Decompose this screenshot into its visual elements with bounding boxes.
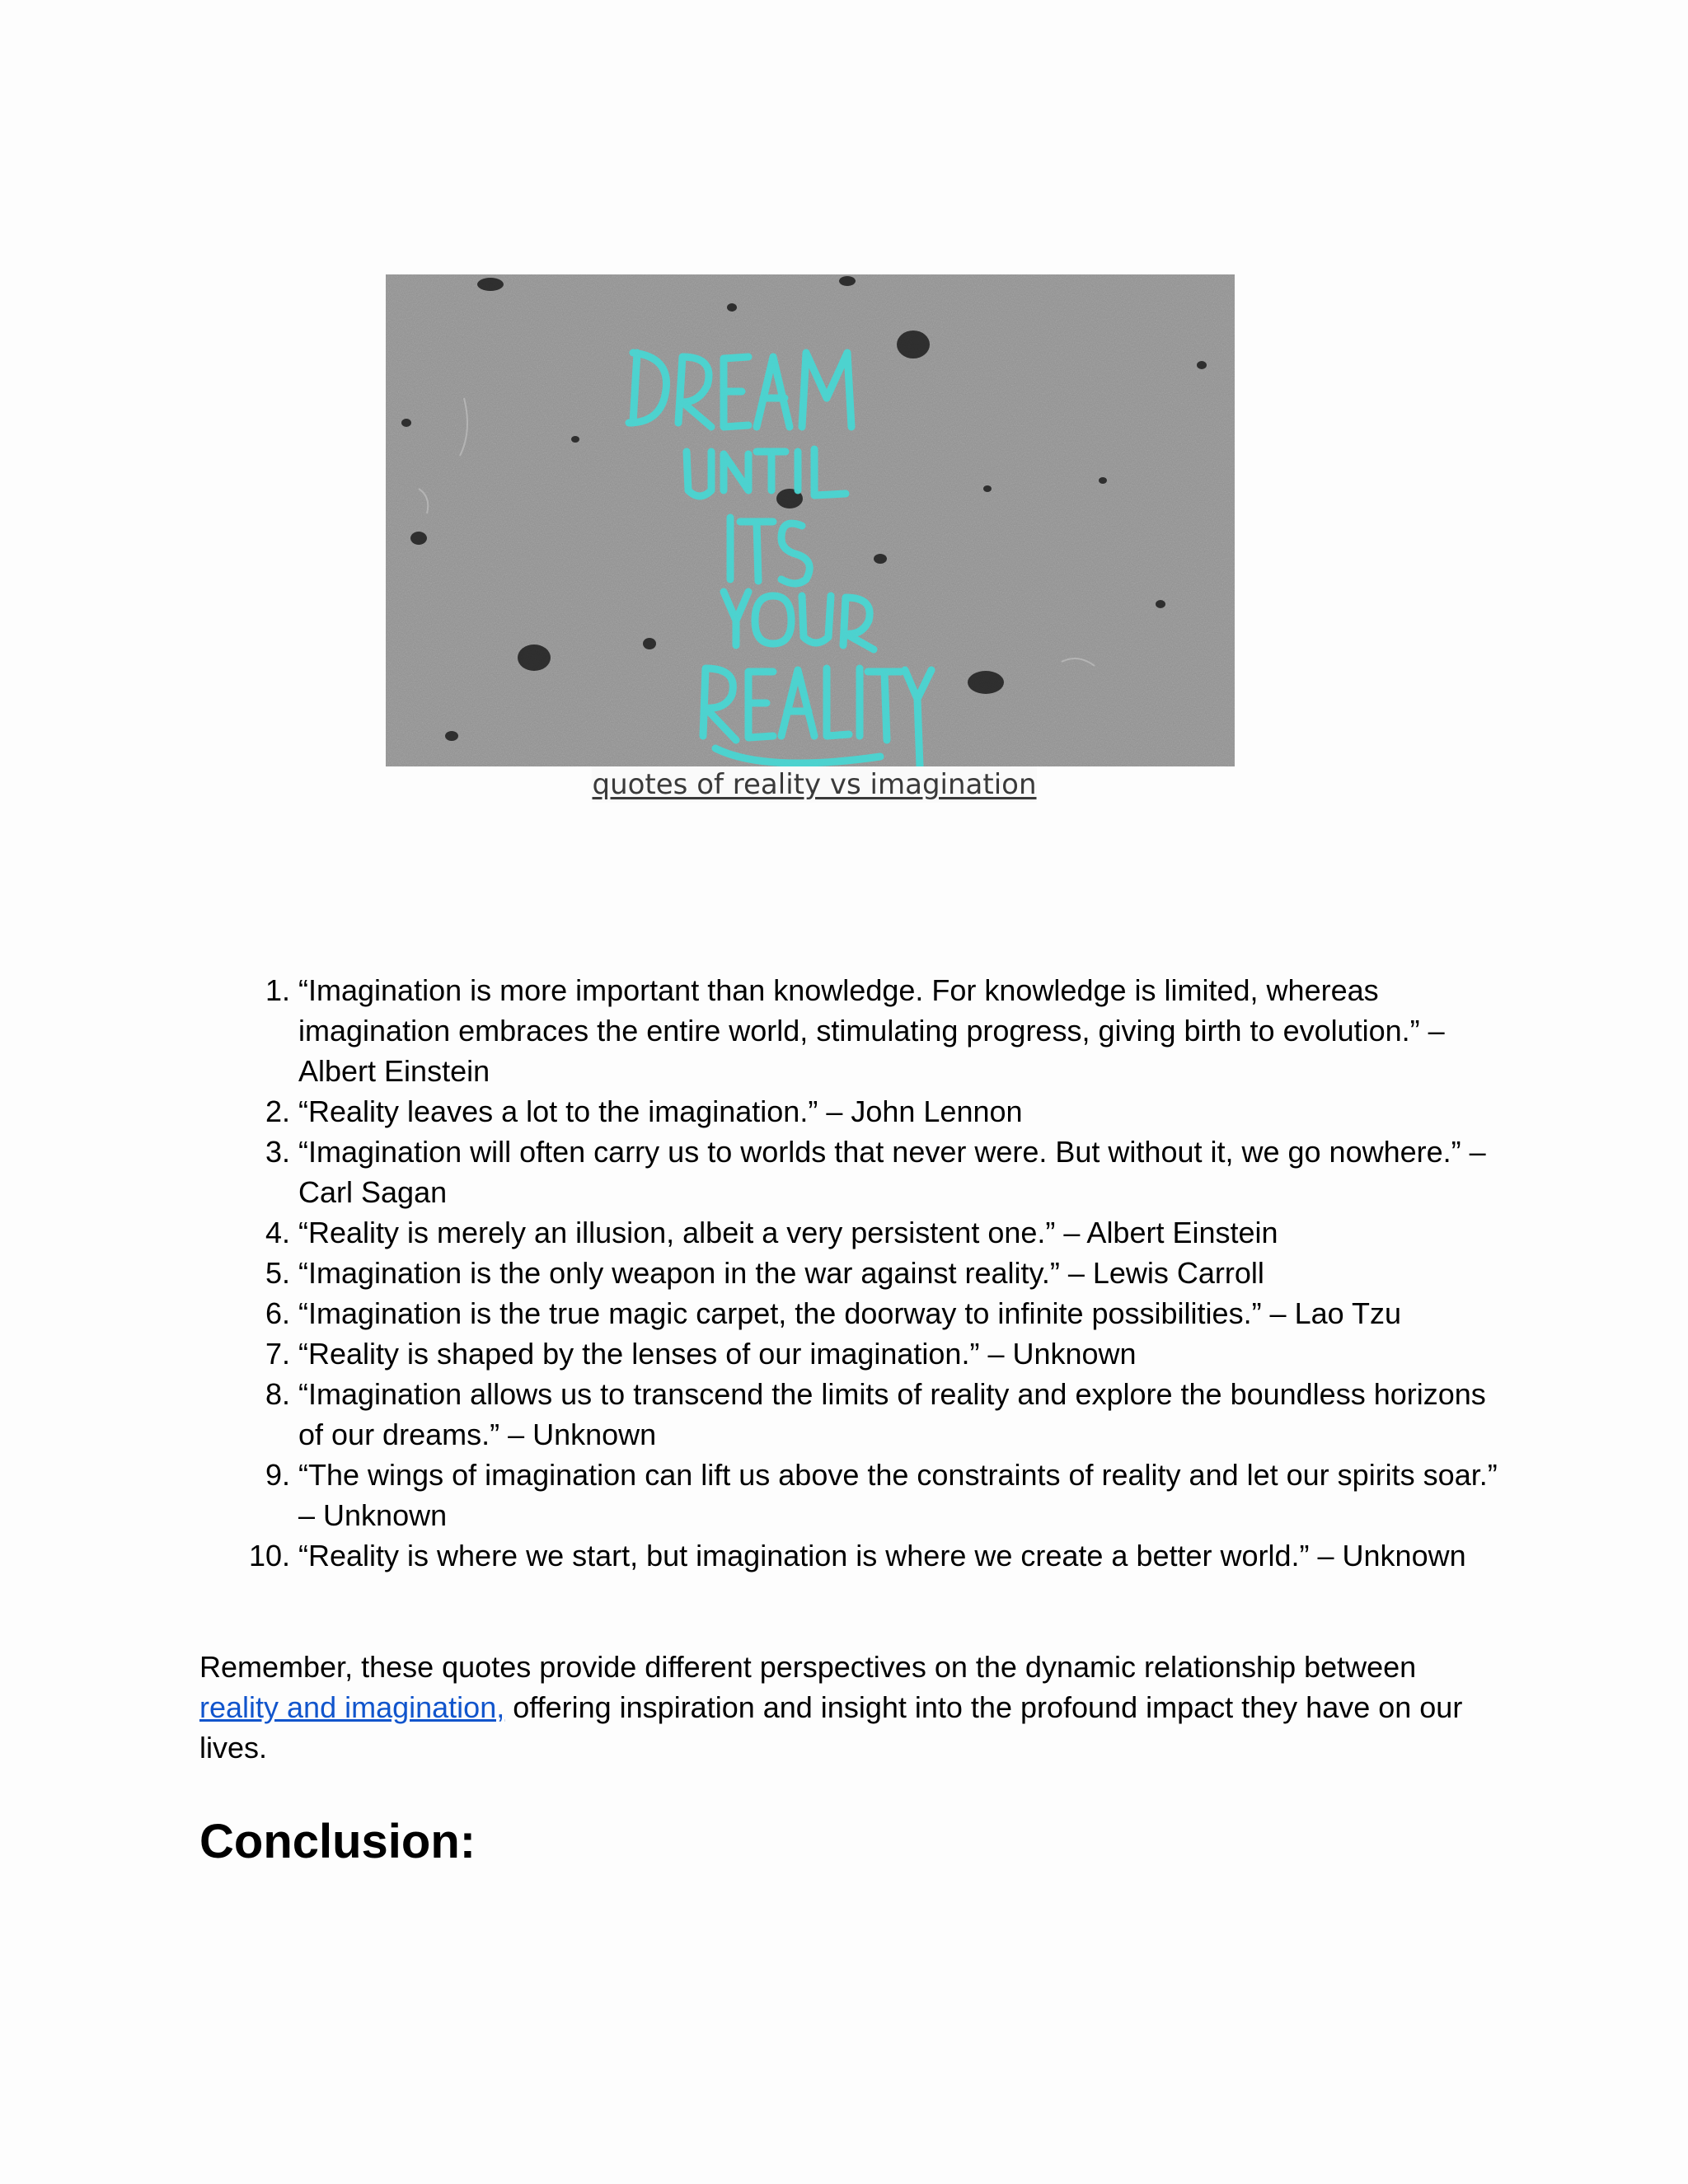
list-item [247,1212,1500,1253]
list-item [247,1535,1500,1576]
list-item [247,1455,1500,1535]
closing-paragraph [199,1647,1502,1768]
quotes-list [247,970,1500,1576]
quote-text: “Reality is merely an illusion, albeit a very persistent one.” – Albert Einstein [298,1216,1278,1249]
conclusion-heading: Conclusion: [199,1815,476,1868]
list-item [247,970,1500,1091]
paragraph-text-after: offering inspiration and insight into the profound impact they have on our lives. [199,1690,1463,1765]
list-item [247,1333,1500,1374]
list-item-number: 1. [265,973,290,1007]
quote-text: “The wings of imagination can lift us above the constraints of reality and let our spirits soar.” – Unknown [298,1458,1498,1532]
quote-text: “Imagination allows us to transcend the limits of reality and explore the boundless horizons of our dreams.” – Unknown [298,1377,1486,1451]
figure-caption: quotes of reality vs imagination [592,768,1037,801]
quote-text: “Reality leaves a lot to the imagination.” – John Lennon [298,1094,1023,1128]
list-item [247,1374,1500,1455]
paragraph-text-before: Remember, these quotes provide different perspectives on the dynamic relationship between [199,1650,1417,1684]
pavement-chalk-photo [386,274,1235,766]
figure [386,274,1235,801]
list-item [247,1293,1500,1333]
list-item-number: 10. [248,1539,290,1572]
list-item [247,1132,1500,1212]
quote-text: “Imagination is the true magic carpet, the doorway to infinite possibilities.” – Lao Tzu [298,1296,1402,1330]
list-item-number: 4. [265,1216,290,1249]
reality-imagination-link[interactable]: reality and imagination, [199,1690,505,1724]
list-item-number: 7. [265,1337,290,1371]
list-item-number: 6. [265,1296,290,1330]
list-item-number: 5. [265,1256,290,1290]
list-item [247,1253,1500,1293]
list-item-number: 2. [265,1094,290,1128]
quote-text: “Imagination will often carry us to worlds that never were. But without it, we go nowhere.” – Carl Sagan [298,1135,1486,1209]
quote-text: “Reality is shaped by the lenses of our imagination.” – Unknown [298,1337,1137,1371]
list-item-number: 9. [265,1458,290,1492]
list-item [247,1091,1500,1132]
quote-text: “Imagination is more important than knowledge. For knowledge is limited, whereas imagination embraces the entire world, stimulating progress, giving birth to evolution.” – Albert Einstein [298,973,1445,1088]
list-item-number: 3. [265,1135,290,1169]
quote-text: “Imagination is the only weapon in the war against reality.” – Lewis Carroll [298,1256,1264,1290]
quote-text: “Reality is where we start, but imagination is where we create a better world.” – Unknown [298,1539,1466,1572]
list-item-number: 8. [265,1377,290,1411]
